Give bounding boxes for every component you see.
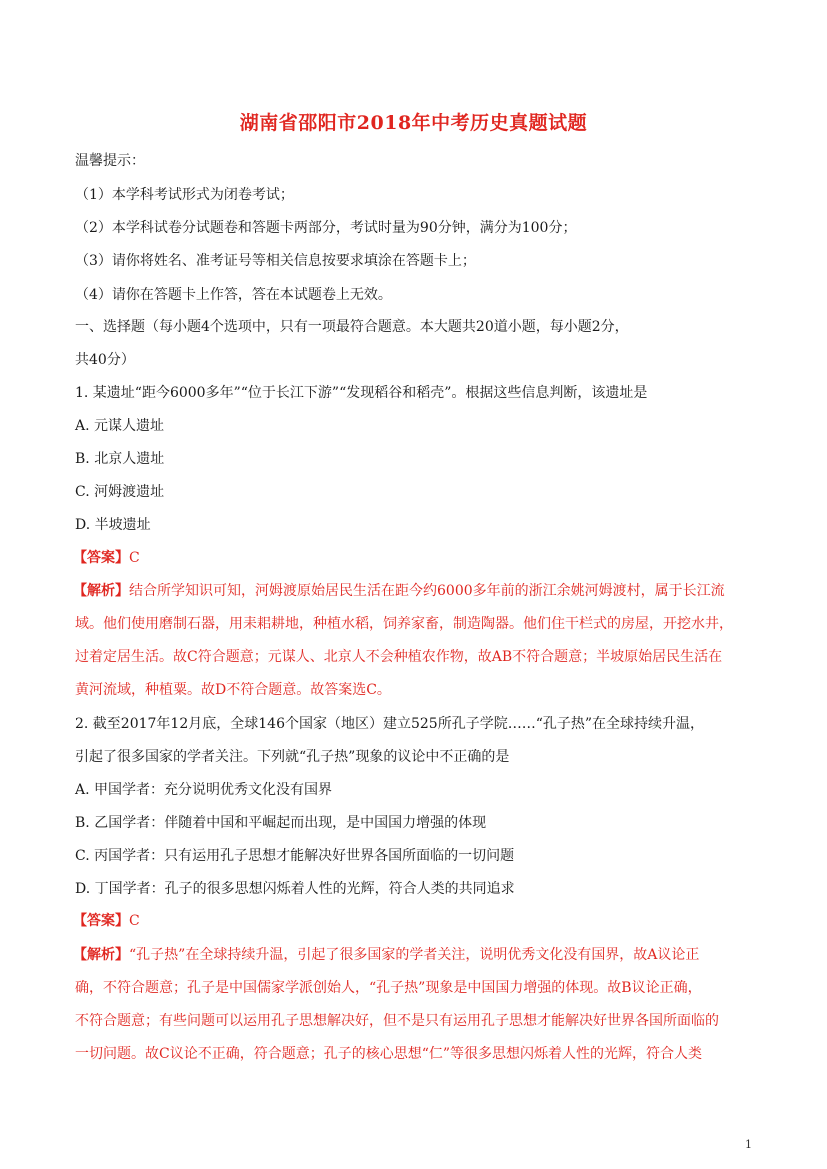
- page-number: 1: [745, 1138, 752, 1151]
- question-1-option-d: D. 半坡遗址: [75, 517, 151, 533]
- answer-value: C: [129, 913, 140, 929]
- question-1-stem: 1. 某遗址“距今6000多年”“位于长江下游”“发现稻谷和稻壳”。根据这些信息判断，该遗址是: [75, 385, 648, 401]
- question-2-option-b: B. 乙国学者：伴随着中国和平崛起而出现，是中国国力增强的体现: [75, 815, 487, 831]
- page-title: 湖南省邵阳市2018年中考历史真题试题: [239, 112, 588, 134]
- analysis-text: “孔子热”在全球持续升温，引起了很多国家的学者关注，说明优秀文化没有国界，故A议论正: [129, 947, 700, 963]
- tip-item: （1）本学科考试形式为闭卷考试；: [75, 187, 294, 203]
- question-2-analysis-line: [73, 946, 699, 964]
- question-2-option-c: C. 丙国学者：只有运用孔子思想才能解决好世界各国所面临的一切问题: [75, 848, 515, 864]
- tips-heading: 温馨提示：: [75, 153, 145, 169]
- answer-value: C: [129, 550, 140, 566]
- tip-item: （4）请你在答题卡上作答，答在本试题卷上无效。: [75, 287, 392, 303]
- section-heading: 一、选择题（每小题4个选项中，只有一项最符合题意。本大题共20道小题，每小题2分，: [75, 319, 629, 335]
- analysis-tag: 【解析】: [73, 583, 129, 599]
- tip-item: （3）请你将姓名、准考证号等相关信息按要求填涂在答题卡上；: [75, 253, 476, 269]
- question-2-stem: 2. 截至2017年12月底，全球146个国家（地区）建立525所孔子学院……“孔子热”在全球持续升温，: [75, 716, 705, 732]
- question-2-analysis-line: 一切问题。故C议论不正确，符合题意；孔子的核心思想“仁”等很多思想闪烁着人性的光辉，符合人类: [75, 1046, 703, 1062]
- question-1-analysis-line: [73, 582, 725, 600]
- tip-item: （2）本学科试卷分试题卷和答题卡两部分，考试时量为90分钟，满分为100分；: [75, 220, 577, 236]
- question-2-answer: [73, 912, 140, 930]
- section-heading-cont: 共40分）: [75, 352, 135, 368]
- question-1-option-a: A. 元谋人遗址: [75, 418, 165, 434]
- question-1-analysis-line: 黄河流域，种植粟。故D不符合题意。故答案选C。: [75, 682, 391, 698]
- question-1-option-c: C. 河姆渡遗址: [75, 484, 165, 500]
- question-2-stem-cont: 引起了很多国家的学者关注。下列就“孔子热”现象的议论中不正确的是: [75, 749, 510, 765]
- question-2-analysis-line: 确，不符合题意；孔子是中国儒家学派创始人，“孔子热”现象是中国国力增强的体现。故B议论正确，: [75, 980, 702, 996]
- question-2-analysis-line: 不符合题意；有些问题可以运用孔子思想解决好，但不是只有运用孔子思想才能解决好世界各国所面临的: [75, 1013, 719, 1029]
- answer-tag: 【答案】: [73, 913, 129, 929]
- question-1-option-b: B. 北京人遗址: [75, 451, 165, 467]
- question-1-analysis-line: 域。他们使用磨制石器，用耒耜耕地，种植水稻，饲养家畜，制造陶器。他们住干栏式的房屋，开挖水井，: [75, 616, 733, 632]
- question-1-analysis-line: 过着定居生活。故C符合题意；元谋人、北京人不会种植农作物，故AB不符合题意；半坡原始居民生活在: [75, 649, 723, 665]
- analysis-text: 结合所学知识可知，河姆渡原始居民生活在距今约6000多年前的浙江余姚河姆渡村，属于长江流: [129, 583, 725, 599]
- question-1-answer: [73, 549, 140, 567]
- analysis-tag: 【解析】: [73, 947, 129, 963]
- answer-tag: 【答案】: [73, 550, 129, 566]
- question-2-option-a: A. 甲国学者：充分说明优秀文化没有国界: [75, 782, 333, 798]
- question-2-option-d: D. 丁国学者：孔子的很多思想闪烁着人性的光辉，符合人类的共同追求: [75, 881, 515, 897]
